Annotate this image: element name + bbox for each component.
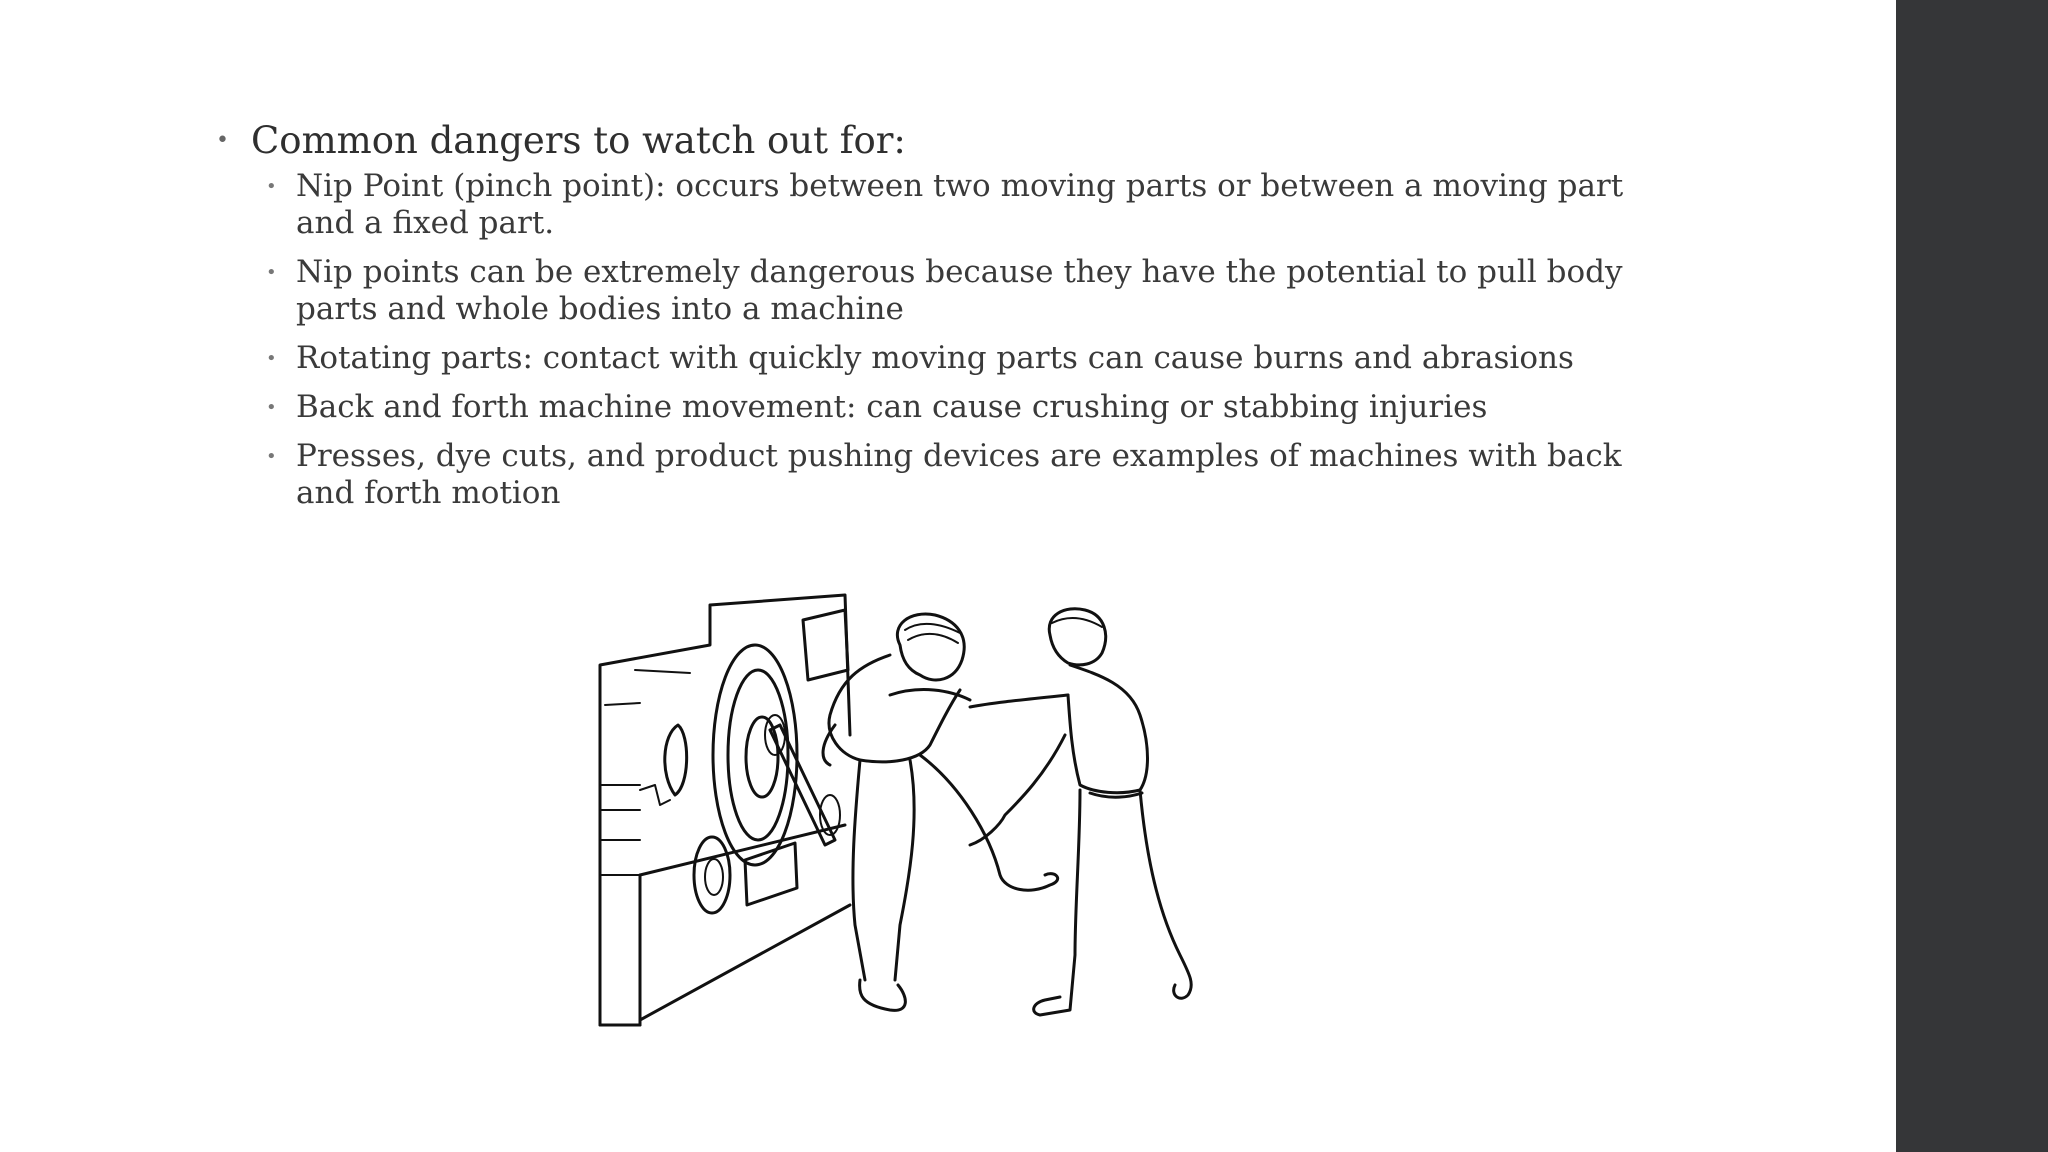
machine — [600, 595, 850, 1025]
bullet-icon: • — [266, 348, 277, 369]
helper-figure — [970, 609, 1191, 1015]
sub-bullet-item — [216, 340, 1636, 377]
sub-bullet-item — [216, 389, 1636, 426]
sub-bullet-text: Presses, dye cuts, and product pushing devices are examples of machines with back and forth motion — [296, 438, 1622, 511]
sub-bullet-text: Back and forth machine movement: can cause crushing or stabbing injuries — [296, 389, 1488, 425]
bullet-icon: • — [216, 128, 229, 153]
heading-text: Common dangers to watch out for: — [251, 119, 906, 162]
sub-bullet-item — [216, 168, 1636, 242]
slide-content — [216, 118, 1636, 524]
sub-bullet-text: Rotating parts: contact with quickly moving parts can cause burns and abrasions — [296, 340, 1574, 376]
right-side-bar — [1896, 0, 2048, 1152]
sub-bullet-text: Nip Point (pinch point): occurs between two moving parts or between a moving part and a fixed part. — [296, 168, 1624, 241]
sub-bullet-item — [216, 254, 1636, 328]
sub-bullet-item — [216, 438, 1636, 512]
sub-bullet-list — [216, 168, 1636, 512]
bullet-icon: • — [266, 397, 277, 418]
heading-bullet — [216, 118, 1636, 164]
victim-figure — [823, 614, 1058, 1010]
line-drawing — [590, 585, 1260, 1035]
bullet-icon: • — [266, 446, 277, 467]
machine-nip-point-illustration — [590, 585, 1260, 1035]
sub-bullet-text: Nip points can be extremely dangerous because they have the potential to pull body parts and whole bodies into a machine — [296, 254, 1623, 327]
bullet-icon: • — [266, 262, 277, 283]
bullet-icon: • — [266, 176, 277, 197]
